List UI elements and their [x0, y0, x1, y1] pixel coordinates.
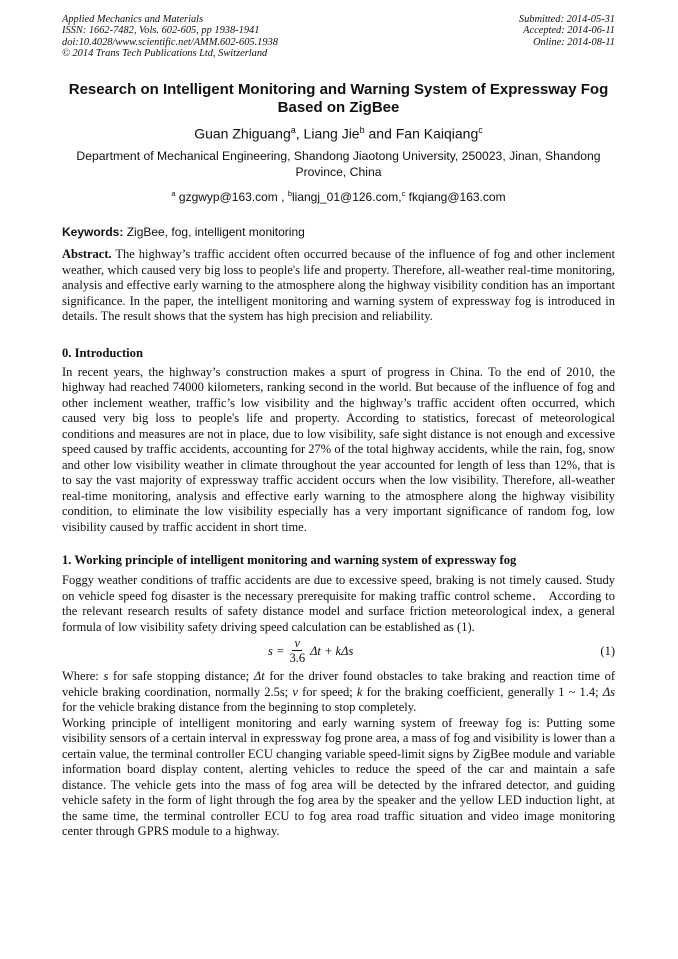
- equation-lhs: s =: [268, 643, 285, 658]
- submission-dates: [519, 14, 615, 60]
- journal-issn: ISSN: 1662-7482, Vols. 602-605, pp 1938-1941: [62, 25, 260, 37]
- author-list: [62, 121, 615, 143]
- section-heading-introduction: 0. Introduction: [62, 345, 143, 360]
- equation-fraction: [287, 637, 307, 665]
- definition-text: for the driver found obstacles to take braking and reaction time of vehicle braking coordination, normally 2.5s;: [62, 669, 616, 699]
- equation-body: [268, 637, 353, 665]
- accepted-date: Accepted: 2014-06-11: [523, 25, 615, 37]
- author-marker: a: [290, 124, 296, 135]
- fraction-numerator: v: [294, 636, 301, 651]
- author-marker: b: [359, 124, 365, 135]
- variable-symbol: s: [103, 669, 109, 684]
- variable-symbol: k: [356, 684, 363, 699]
- system-description-paragraph: Working principle of intelligent monitoring and early warning system of freeway fog is: Putting some visibility sensors of a certain interval in expressway fog prone area, a mass of fog and visibility is lower than a certain value, the terminal controller ECU changing variable speed-limit signs by ZigBee module and variable information board display content, alerting vehicles to reduce the speed of the car and maintain a safe distance. The vehicle gets into the mass of fog area will be detected by the infrared detector, and guiding vehicle safety in the form of light through the fog area by the speaker and the yellow LED induction light, at the same time, the terminal controller ECU to fog area road traffic situation and video image monitoring center through GPRS module to a highway.: [62, 715, 615, 839]
- introduction-paragraph: In recent years, the highway’s construction makes a spurt of progress in China. To the end of 2010, the highway had reached 74000 kilometers, ranking second in the world. But because of the influence of fog and other inclement weather, traffic’s low visibility and the highway’s traffic accident often occurred, which caused very big loss to people's life and property. According to statistics, forecast of meteorological conditions and measures are not in place, due to low visibility, safe sight distance is not enough and excessive speed caused by traffic accidents, accounting for 27% of the total highway accidents, while the rain, fog, snow and other low visibility weather in climate throughout the year accounted for length of less than 12%, that is to say the vast majority of expressway traffic accident occurs when the low visibility. Therefore, all-weather real-time monitoring, analysis and effective early warning to the atmosphere along the highway visibility condition, to eliminate the low visibility especially has a very important significance of random fog, low visibility caused by traffic accident in short time.: [62, 364, 615, 534]
- variable-definitions: [62, 669, 615, 716]
- journal-info: [62, 14, 278, 60]
- definition-text: for the vehicle braking distance from the beginning to stop completely.: [62, 700, 417, 715]
- keywords-label: Keywords:: [62, 225, 124, 240]
- abstract: [62, 247, 615, 325]
- journal-doi: doi:10.4028/www.scientific.net/AMM.602-605.1938: [62, 36, 278, 48]
- keywords-text: ZigBee, fog, intelligent monitoring: [123, 225, 305, 240]
- equation-1: [62, 635, 615, 669]
- submitted-date: Submitted: 2014-05-31: [518, 14, 615, 25]
- author-name: Fan Kaiqiang: [395, 125, 479, 142]
- email-link[interactable]: fkqiang@163.com: [405, 190, 506, 205]
- variable-symbol: Δt: [253, 669, 265, 684]
- definition-text: for the braking coefficient, generally 1 ~ 1.4;: [362, 684, 603, 699]
- paper-page: [62, 14, 615, 840]
- affiliation: Department of Mechanical Engineering, Shandong Jiaotong University, 250023, Jinan, Shandong Province, China: [76, 149, 601, 180]
- author-separator: and: [364, 125, 396, 142]
- email-marker: b: [287, 189, 292, 199]
- equation-number: (1): [600, 644, 615, 659]
- equation-rhs: Δt + kΔs: [310, 643, 354, 658]
- variable-symbol: v: [292, 684, 298, 699]
- email-link[interactable]: gzgwyp@163.com ,: [175, 190, 288, 205]
- author-separator: ,: [295, 125, 304, 142]
- definition-text: for speed;: [297, 684, 357, 699]
- paper-title: Research on Intelligent Monitoring and Warning System of Expressway Fog Based on ZigBee: [68, 80, 609, 116]
- variable-symbol: Δs: [602, 684, 615, 699]
- author-name: Liang Jie: [303, 125, 360, 142]
- online-date: Online: 2014-08-11: [532, 36, 615, 48]
- email-marker: c: [401, 189, 406, 199]
- keywords: [62, 225, 615, 240]
- author-emails: [62, 186, 615, 205]
- fraction-denominator: 3.6: [289, 651, 306, 666]
- definition-text: Where:: [62, 669, 104, 684]
- journal-header: [62, 14, 615, 60]
- journal-copyright: © 2014 Trans Tech Publications Ltd, Switzerland: [62, 48, 268, 60]
- section-heading-working-principle: 1. Working principle of intelligent monitoring and warning system of expressway fog: [62, 553, 517, 568]
- author-marker: c: [478, 124, 483, 135]
- journal-name: Applied Mechanics and Materials: [62, 14, 204, 25]
- email-link[interactable]: liangj_01@126.com,: [291, 190, 402, 205]
- author-name: Guan Zhiguang: [194, 125, 291, 142]
- abstract-text: The highway’s traffic accident often occurred because of the influence of fog and other inclement weather, which caused very big loss to people's life and property. Therefore, all-weather real-time monitoring, analysis and effective early warning to the atmosphere along the highway visibility condition has an important significance. In the paper, the intelligent monitoring and warning system of expressway fog is introduced in details. The result shows that the system has high precision and reliability.: [62, 247, 615, 324]
- abstract-label: Abstract.: [62, 247, 112, 262]
- working-principle-paragraph: Foggy weather conditions of traffic accidents are due to excessive speed, braking is not timely caused. Study on vehicle speed fog disaster is the necessary prerequisite for making traffic control scheme． According to the relevant research results of safety distance model and surface friction meteorological index, a general formula of low visibility safety driving speed calculation can be established as (1).: [62, 573, 615, 634]
- definition-text: for safe stopping distance;: [108, 669, 254, 684]
- email-marker: a: [171, 189, 176, 199]
